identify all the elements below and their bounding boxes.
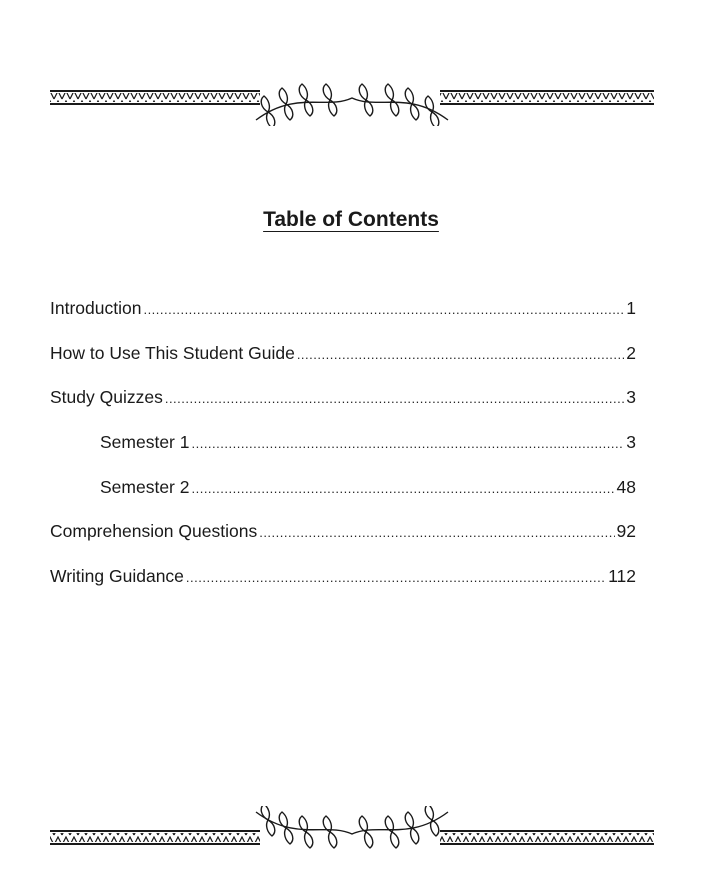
laurel-divider-icon xyxy=(46,80,658,126)
toc-subentry[interactable] xyxy=(50,432,636,477)
toc-entry-label: Writing Guidance xyxy=(50,566,184,587)
toc-subentry[interactable] xyxy=(50,477,636,522)
toc-entry-page: 2 xyxy=(626,342,636,363)
toc-entry[interactable] xyxy=(50,343,636,388)
bottom-ornament-border xyxy=(46,806,658,852)
toc-leader-dots xyxy=(191,481,614,496)
toc-list xyxy=(50,298,636,611)
toc-entry[interactable] xyxy=(50,387,636,432)
toc-leader-dots xyxy=(186,570,606,585)
toc-entry[interactable] xyxy=(50,521,636,566)
toc-entry-label: Semester 2 xyxy=(100,476,190,497)
toc-leader-dots xyxy=(143,302,624,317)
toc-leader-dots xyxy=(165,391,624,406)
toc-entry-page: 112 xyxy=(608,566,636,587)
top-ornament-border xyxy=(46,80,658,126)
toc-entry[interactable] xyxy=(50,298,636,343)
toc-entry-page: 3 xyxy=(626,387,636,408)
toc-entry-label: Study Quizzes xyxy=(50,387,163,408)
toc-entry-page: 92 xyxy=(616,521,636,542)
toc-leader-dots xyxy=(259,525,614,540)
toc-entry[interactable] xyxy=(50,566,636,611)
toc-entry-label: Introduction xyxy=(50,298,142,318)
page-title-text: Table of Contents xyxy=(263,208,439,231)
toc-entry-label: Semester 1 xyxy=(100,432,190,453)
toc-entry-label: How to Use This Student Guide xyxy=(50,342,295,363)
toc-entry-page: 1 xyxy=(626,298,636,318)
toc-entry-label: Comprehension Questions xyxy=(50,521,258,542)
toc-entry-page: 48 xyxy=(616,476,636,497)
laurel-divider-icon xyxy=(46,806,658,852)
toc-leader-dots xyxy=(297,347,624,362)
page-title xyxy=(0,208,702,232)
toc-entry-page: 3 xyxy=(626,432,636,453)
toc-leader-dots xyxy=(191,436,624,451)
